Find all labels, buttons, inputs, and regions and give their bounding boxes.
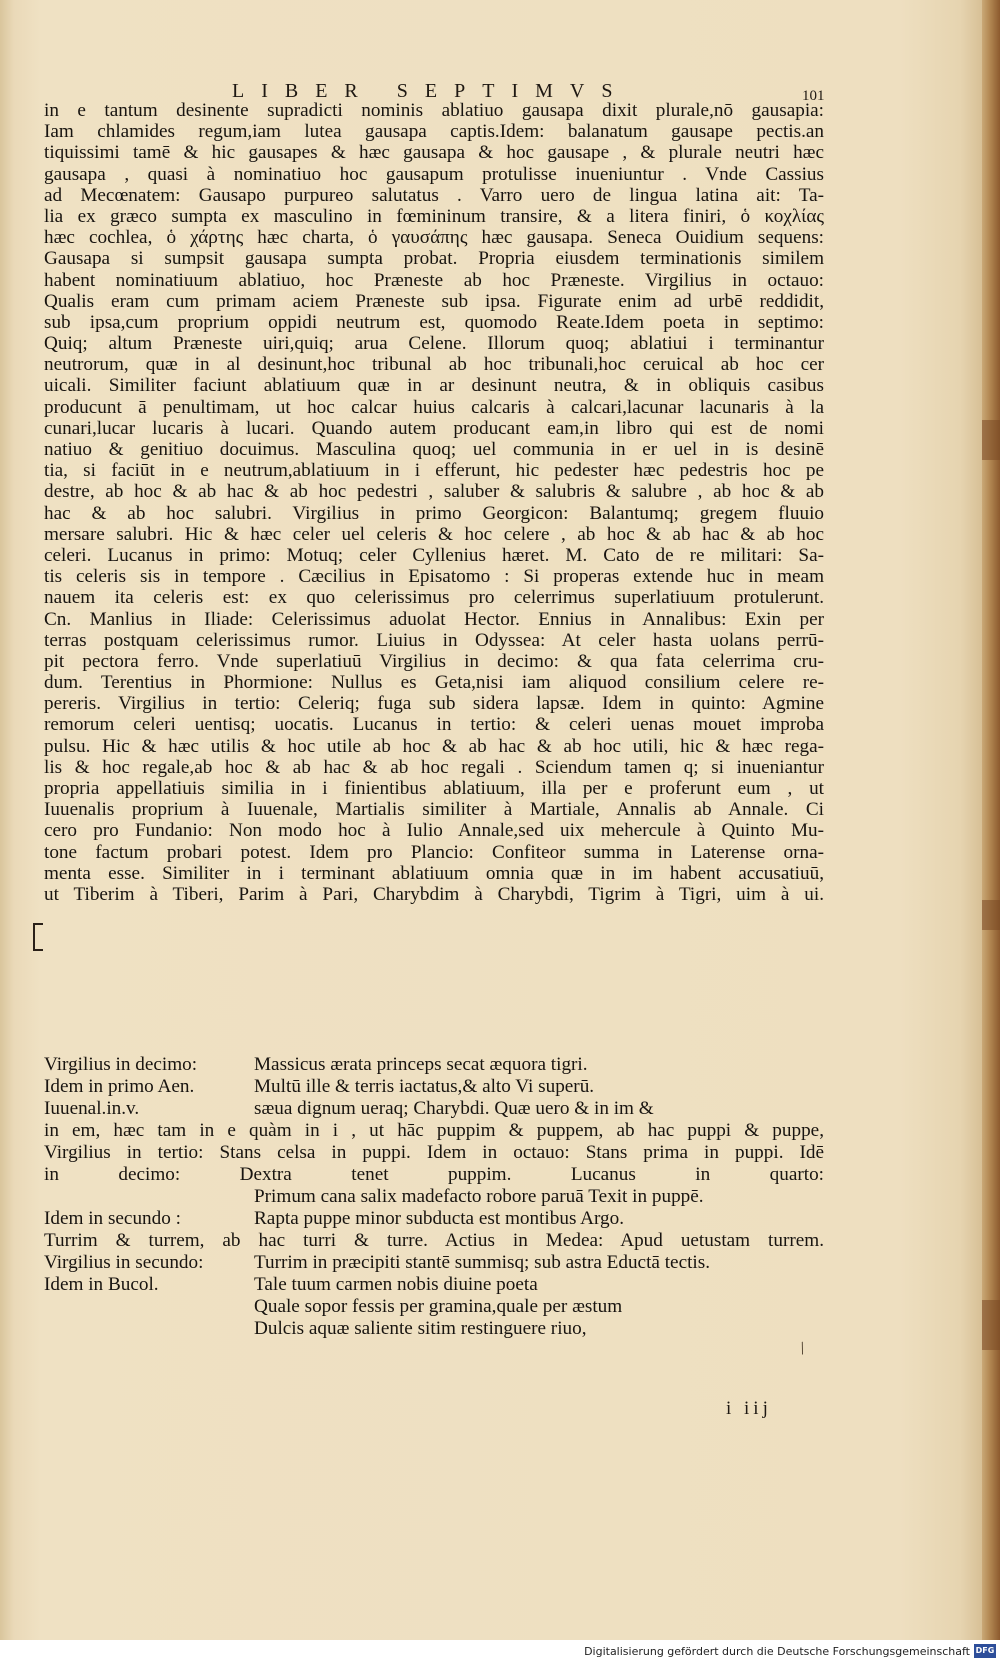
text-line: uicali. Similiter faciunt ablatiuum quæ in ar desinunt neutra, & in obliquis casibus xyxy=(44,375,824,397)
text-line: gausapa , quasi à nominatiuo hoc gausapum protulisse inueniuntur . Vnde Cassius xyxy=(44,163,824,185)
text-line: tone factum probari potest. Idem pro Plancio: Confiteor summa in Laterense orna- xyxy=(44,841,824,863)
text-line: pulsu. Hic & hæc utilis & hoc utile ab hoc & ab hac & ab hoc utili, hic & hæc rega- xyxy=(44,735,824,757)
text-line: ad Mecœnatem: Gausapo purpureo salutatus . Varro uero de lingua latina ait: Ta- xyxy=(44,184,824,206)
source-label: Idem in secundo : xyxy=(44,1208,181,1229)
verse-text: Dulcis aquæ saliente sitim restinguere riuo, xyxy=(254,1318,587,1339)
verse-row xyxy=(44,1186,844,1208)
text-line xyxy=(44,1164,844,1186)
continuation-text: Virgilius in tertio: Stans celsa in puppi. Idem in octauo: Stans prima in puppi. Idē xyxy=(44,1142,824,1163)
text-line: pereris. Virgilius in tertio: Celeriq; fuga sub sidera lapsæ. Idem in quinto: Agmine xyxy=(44,693,824,715)
verse-text: Multū ille & terris iactatus,& alto Vi superū. xyxy=(254,1076,595,1097)
text-line: tis celeris sis in tempore . Cæcilius in Episatomo : Si properas extende huc in meam xyxy=(44,566,824,588)
verse-row xyxy=(44,1054,844,1076)
page-number: 101 xyxy=(802,88,825,104)
text-line: propria appellatiuis similia in i finientibus ablatiuum, illa per e proferunt eum , ut xyxy=(44,778,824,799)
text-line xyxy=(44,1142,844,1164)
verse-text: sæua dignum ueraq; Charybdi. Quæ uero & in im & xyxy=(254,1098,654,1119)
text-line: Iuuenalis proprium à Iuuenale, Martialis similiter à Martiale, Annalis ab Annale. Ci xyxy=(44,799,824,821)
verse-text: Massicus ærata princeps secat æquora tigri. xyxy=(254,1054,588,1075)
text-line: cero pro Fundanio: Non modo hoc à Iulio Annale,sed uix mehercule à Quinto Mu- xyxy=(44,820,824,842)
text-line: habent nominatiuum ablatiuo, hoc Præneste ab hoc Præneste. Virgilius in octauo: xyxy=(44,269,824,291)
source-label: Iuuenal.in.v. xyxy=(44,1098,140,1119)
verse-row xyxy=(44,1098,844,1120)
continuation-text: in em, hæc tam in e quàm in i , ut hāc puppim & puppem, ab hac puppi & puppe, xyxy=(44,1120,824,1141)
text-line: Qualis eram cum primam aciem Præneste sub ipsa. Figurate enim ad urbē reddidit, xyxy=(44,290,824,312)
verse-text: Turrim in præcipiti stantē summisq; sub astra Eductā tectis. xyxy=(254,1252,711,1273)
verse-row xyxy=(44,1318,844,1340)
source-label: Virgilius in decimo: xyxy=(44,1054,198,1075)
verse-row xyxy=(44,1076,844,1098)
text-line: nauem ita celeris est: ex quo celerissimus pro celerrimus superlatiuum protulerunt. xyxy=(44,587,824,609)
text-line: Cn. Manlius in Iliade: Celerissimus aduolat Hector. Ennius in Annalibus: Exin per xyxy=(44,608,824,630)
text-line: destre, ab hoc & ab hac & ab hoc pedestri , saluber & salubris & salubre , ab hoc & ab xyxy=(44,481,824,503)
text-line: tiquissimi tamē & hic gausapes & hæc gausapa & hoc gausape , & plurale neutri hæc xyxy=(44,142,824,164)
edge-band xyxy=(982,900,1000,930)
margin-annotation: / xyxy=(796,1337,809,1359)
text-line: celeri. Lucanus in primo: Motuq; celer Cyllenius hæret. M. Cato de re militari: Sa- xyxy=(44,544,824,566)
source-label: Idem in Bucol. xyxy=(44,1274,159,1295)
verse-text: Tale tuum carmen nobis diuine poeta xyxy=(254,1274,538,1295)
verse-block xyxy=(44,1054,844,1340)
text-line: hæc cochlea, ὁ χάρτης hæc charta, ὁ γαυσάπης hæc gausapa. Seneca Ouidium sequens: xyxy=(44,227,824,249)
verse-row xyxy=(44,1274,844,1296)
text-line: mersare salubri. Hic & hæc celer uel celeris & hoc celere , ab hoc & ab hac & ab hoc xyxy=(44,523,824,545)
book-edge xyxy=(982,0,1000,1640)
text-line: pit pectora ferro. Vnde superlatiuū Virgilius in decimo: & qua fata celerrima cru- xyxy=(44,650,824,672)
text-line: terras postquam celerissimus rumor. Liuius in Odyssea: At celer hasta uolans perrū- xyxy=(44,629,824,651)
edge-band xyxy=(982,420,1000,460)
continuation-text: in decimo: Dextra tenet puppim. Lucanus in quarto: xyxy=(44,1164,824,1185)
bracket-mark xyxy=(33,923,43,951)
signature-mark: i iij xyxy=(726,1398,772,1419)
continuation-text: Turrim & turrem, ab hac turri & turre. Actius in Medea: Apud uetustam turrem. xyxy=(44,1230,824,1251)
dfg-logo: DFG xyxy=(974,1644,996,1658)
source-label: Virgilius in secundo: xyxy=(44,1252,204,1273)
running-head: LIBER SEPTIMVS xyxy=(232,80,630,102)
text-line: hac & ab hoc salubri. Virgilius in primo Georgicon: Balantumq; gregem fluuio xyxy=(44,502,824,524)
text-line: ut Tiberim à Tiberi, Parim à Pari, Charybdim à Charybdi, Tigrim à Tigri, uim à ui. xyxy=(44,883,824,905)
verse-row xyxy=(44,1252,844,1274)
edge-band xyxy=(982,1300,1000,1350)
text-line: remorum celeri uentisq; uocatis. Lucanus in tertio: & celeri uenas mouet improba xyxy=(44,714,824,736)
text-line: dum. Terentius in Phormione: Nullus es Geta,nisi iam aliquod consilium celere re- xyxy=(44,672,824,694)
verse-row xyxy=(44,1296,844,1318)
verse-text: Rapta puppe minor subducta est montibus Argo. xyxy=(254,1208,625,1229)
text-line: lia ex græco sumpta ex masculino in fœmininum transire, & a litera finiri, ὁ κοχλίας xyxy=(44,205,824,227)
text-line: lis & hoc regale,ab hoc & ab hac & ab hoc regali . Sciendum tamen q; si inueniantur xyxy=(44,756,824,778)
verse-text: Primum cana salix madefacto robore paruā Texit in puppē. xyxy=(254,1186,704,1207)
text-line: in e tantum desinente supradicti nominis ablatiuo gausapa dixit plurale,nō gausapia: xyxy=(44,100,824,121)
footer-credit: Digitalisierung gefördert durch die Deutsche Forschungsgemeinschaft xyxy=(584,1645,970,1658)
text-line: sub ipsa,cum proprium oppidi neutrum est, quomodo Reate.Idem poeta in septimo: xyxy=(44,311,824,333)
verse-text: Quale sopor fessis per gramina,quale per æstum xyxy=(254,1296,623,1317)
body-text xyxy=(44,100,824,905)
text-line xyxy=(44,1120,844,1142)
text-line: Quiq; altum Præneste uiri,quiq; arua Celene. Illorum quoq; ablatiui i terminantur xyxy=(44,333,824,355)
text-line: tia, si faciūt in e neutrum,ablatiuum in i efferunt, hic pedester hæc pedestris hoc pe xyxy=(44,460,824,482)
text-line: natiuo & genitiuo docuimus. Masculina quoq; uel communia in er uel in is desinē xyxy=(44,439,824,460)
verse-row xyxy=(44,1208,844,1230)
source-label: Idem in primo Aen. xyxy=(44,1076,195,1097)
text-line: menta esse. Similiter in i terminant ablatiuum omnia quæ in im habent accusatiuū, xyxy=(44,862,824,884)
text-line: cunari,lucar lucaris à lucari. Quando autem producant eam,in libro qui est de nomi xyxy=(44,417,824,439)
text-line: Gausapa si sumpsit gausapa sumpta probat. Propria eiusdem terminationis similem xyxy=(44,248,824,270)
text-line: neutrorum, quæ in al desinunt,hoc tribunal ab hoc tribunali,hoc ceruical ab hoc cer xyxy=(44,354,824,376)
text-line xyxy=(44,1230,844,1252)
text-line: Iam chlamides regum,iam lutea gausapa captis.Idem: balanatum gausape pectis.an xyxy=(44,121,824,143)
text-line: producunt ā penultimam, ut hoc calcar huius calcaris à calcari,lacunar lacunaris à la xyxy=(44,396,824,418)
